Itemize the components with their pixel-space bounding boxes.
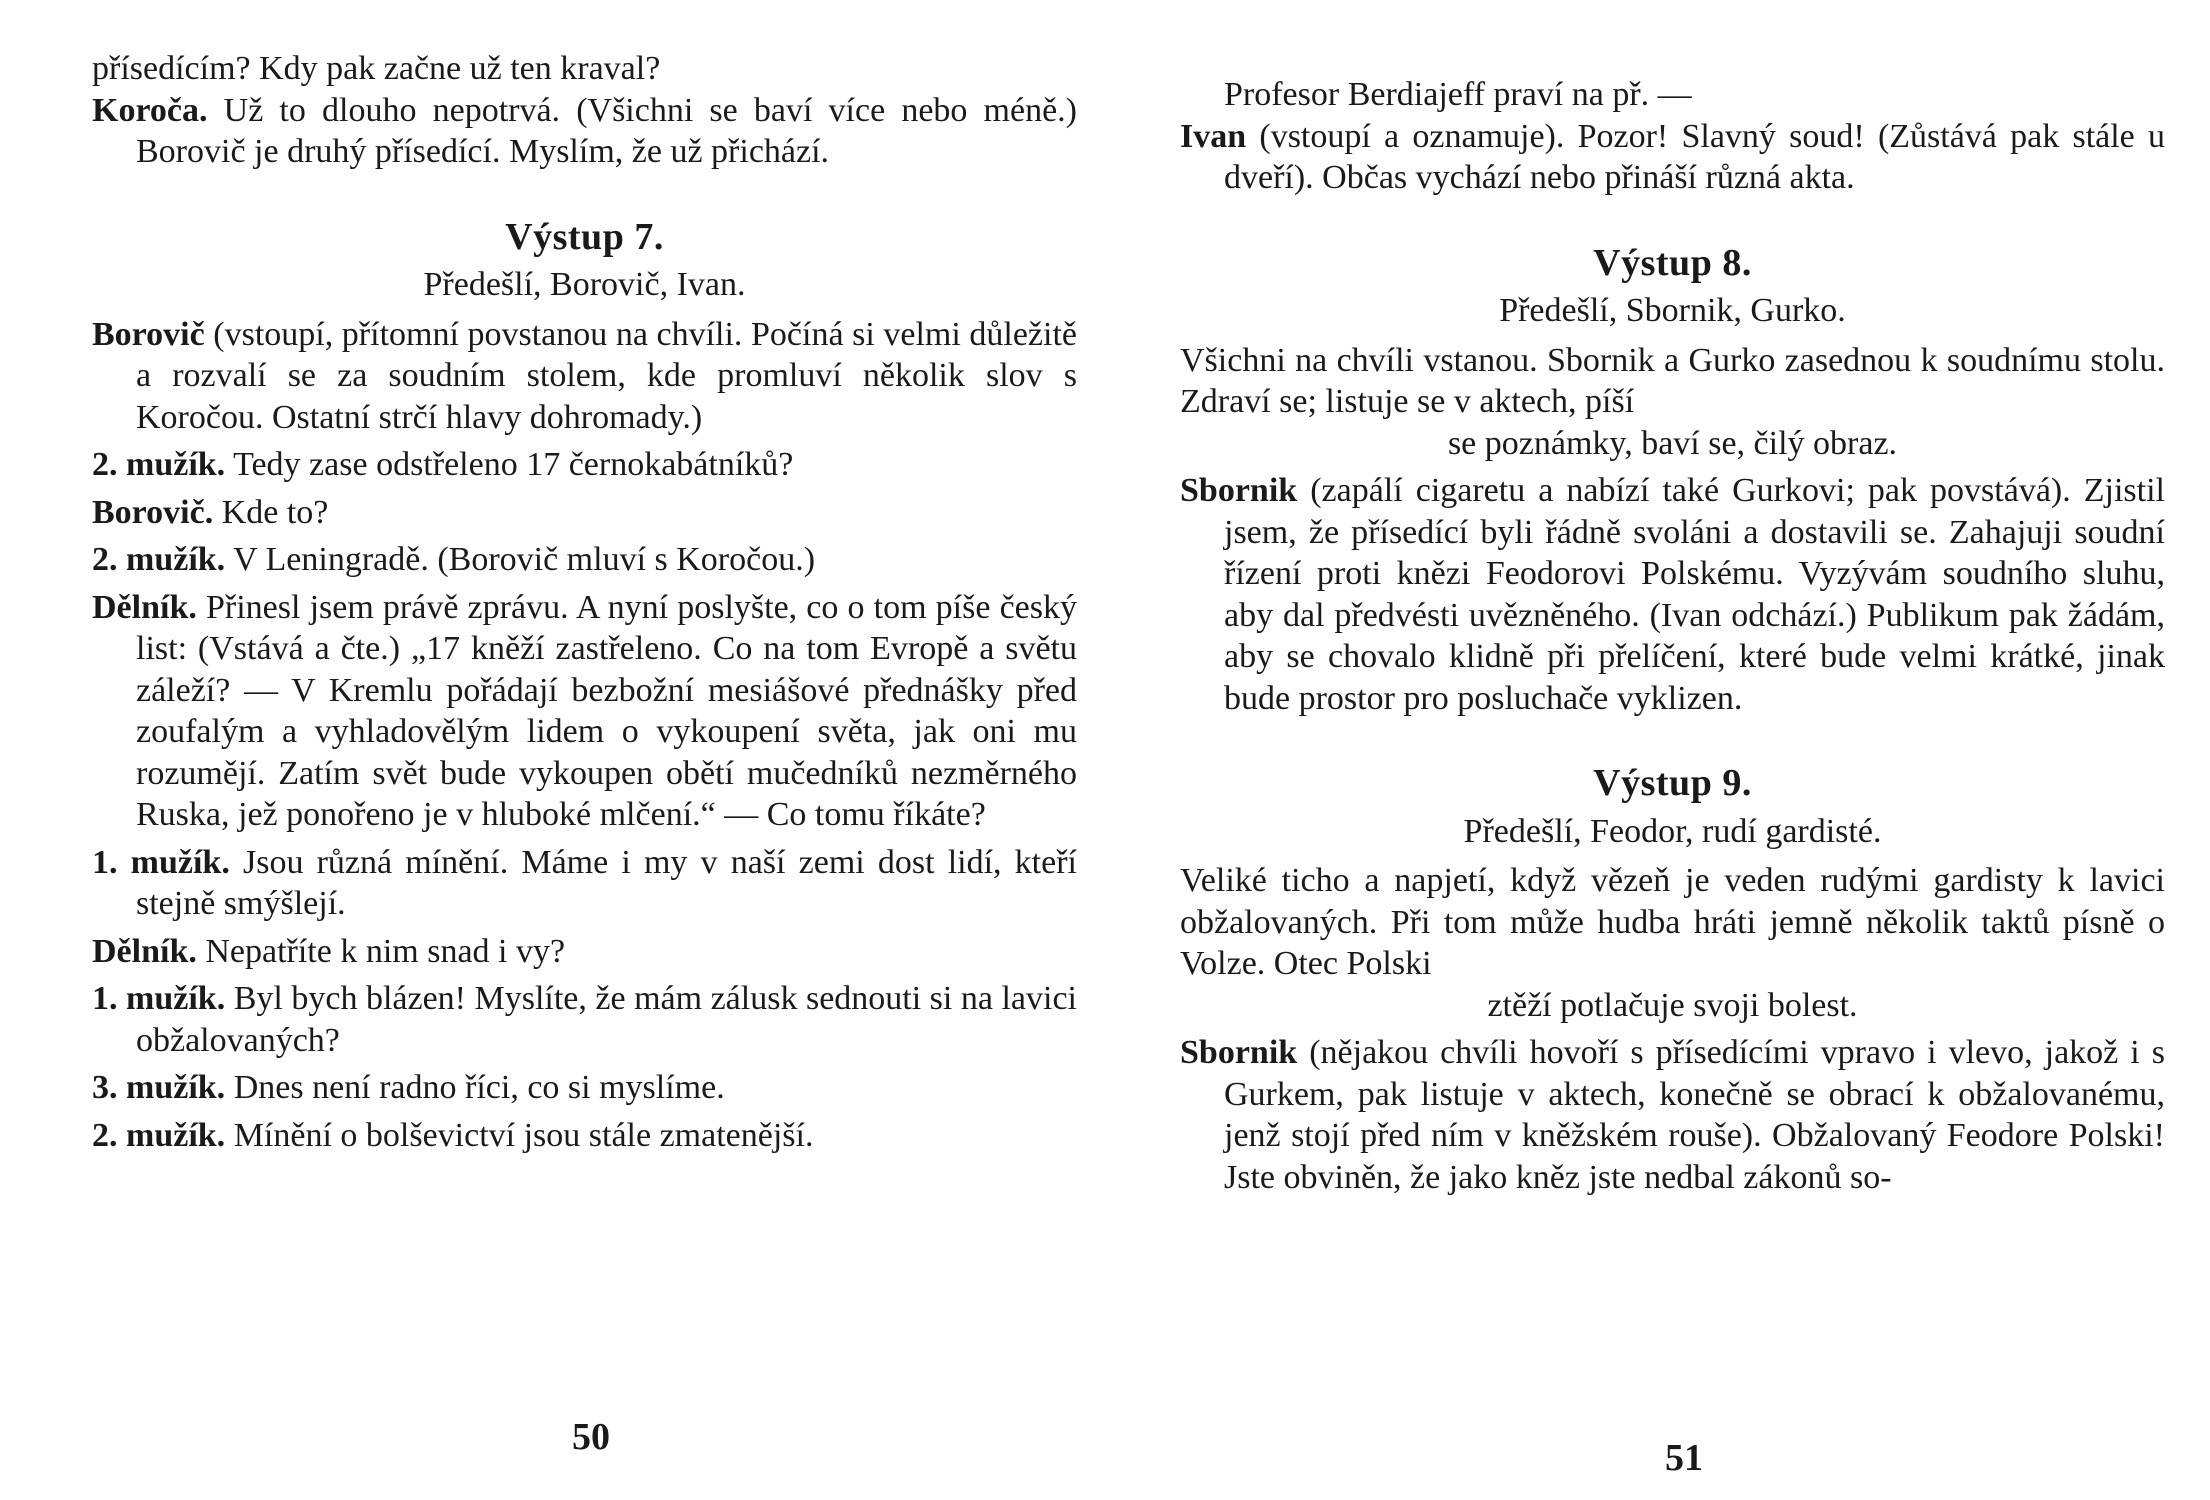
scene-cast-8: Předešlí, Sbornik, Gurko.: [1499, 292, 1846, 329]
speaker-name: 1. mužík.: [92, 980, 226, 1017]
scene-cast-7: Předešlí, Borovič, Ivan.: [423, 266, 746, 303]
speech-text: (zapálí cigaretu a nabízí také Gurkovi; pak povstává). Zjistil jsem, že přísedící byli řádně svoláni a dostavili se. Zahajuji soudní řízení proti knězi Feodorovi Polskému. Vyzývám soudního sluhu, aby dal předvésti uvězněného. (Ivan odchází.) Publikum pak žádám, aby se chovalo klidně při přelíčení, které bude velmi krátké, jinak bude prostor pro posluchače vyklizen.: [1224, 472, 2165, 717]
speech-text: Tedy zase odstřeleno 17 černokabátníků?: [225, 446, 794, 483]
speaker-name: 2. mužík.: [92, 446, 226, 483]
speaker-name: Sbornik: [1180, 1034, 1298, 1071]
speaker-name: 1. mužík.: [92, 843, 230, 881]
speech-text: (nějakou chvíli hovoří s přísedícími vpravo i vlevo, jakož i s Gurkem, pak listuje v aktech, konečně se obrací k obžalovanému, jenž stojí před ním v kněžském rouše). Obžalovaný Feodore Polski! Jste obviněn, že jako kněz jste nedbal zákonů so-: [1224, 1034, 2165, 1196]
right-lead-text: Profesor Berdiajeff praví na př. —: [1224, 76, 1692, 113]
speech-text: Kde to?: [213, 493, 329, 531]
speech-text: Už to dlouho nepotrvá. (Všichni se baví více nebo méně.) Borovič je druhý přísedící. Myslím, že už přichází.: [136, 91, 1077, 170]
speaker-name: 2. mužík.: [92, 1116, 226, 1154]
speech-text: Nepatříte k nim snad i vy?: [196, 932, 566, 970]
stage-direction-9: Veliké ticho a napjetí, když vězeň je veden rudými gardisty k lavici obžalovaných. Při tom může hudba hráti jemně několik taktů písně o Volze. Otec Polski: [1180, 862, 2165, 982]
speech-text: (vstoupí a oznamuje). Pozor! Slavný soud! (Zůstává pak stále u dveří). Občas vychází nebo přináší různá akta.: [1224, 117, 2165, 196]
speech-muzik3-1: [92, 1067, 1077, 1109]
scene-title-9: Výstup 9.: [1593, 762, 1752, 804]
speech-text: Dnes není radno říci, co si myslíme.: [225, 1069, 725, 1106]
left-lead-text: přísedícím? Kdy pak začne už ten kraval?: [92, 50, 661, 87]
speaker-name: Sbornik: [1180, 472, 1298, 509]
speaker-name: Dělník.: [92, 588, 197, 626]
speech-muzik1-1: [92, 842, 1077, 925]
page-number-right: 51: [1665, 1437, 1703, 1479]
speech-text: Přinesl jsem právě zprávu. A nyní poslyšte, co o tom píše český list: (Vstává a čte.) „17 kněží zastřeleno. Co na tom Evropě a světu záleží? — V Kremlu pořádají bezbožní mesiášové přednášky před zoufalým a vyhladovělým lidem o vykoupení světa, jak oni mu rozumějí. Zatím svět bude vykoupen obětí mučedníků nezměrného Ruska, jež ponořeno je v hluboké mlčení.“ — Co tomu říkáte?: [136, 588, 1077, 833]
scene-title-7: Výstup 7.: [505, 215, 664, 258]
speech-text: Jsou různá mínění. Máme i my v naší zemi dost lidí, kteří stejně smýšlejí.: [136, 843, 1077, 922]
stage-direction-9-end: ztěží potlačuje svoji bolest.: [1487, 986, 1858, 1024]
speaker-name: Ivan: [1180, 117, 1247, 155]
stage-direction-8-end: se poznámky, baví se, čilý obraz.: [1447, 424, 1898, 462]
speaker-name: 3. mužík.: [92, 1069, 226, 1106]
speech-text: Mínění o bolševictví jsou stále zmatenější.: [225, 1116, 814, 1154]
speaker-name: Borovič: [92, 315, 205, 353]
left-page-body: [92, 48, 1077, 1162]
speech-muzik1-2: [92, 978, 1077, 1061]
speech-borovic-2: [92, 492, 1077, 534]
speech-muzik2-2: [92, 539, 1077, 581]
speaker-name: Koroča.: [92, 91, 208, 129]
speech-sbornik-1: [1180, 470, 2165, 719]
speech-text: V Leningradě. (Borovič mluví s Koročou.): [225, 541, 816, 578]
speaker-name: Borovič.: [92, 493, 214, 531]
speech-delnik-1: [92, 587, 1077, 836]
speech-muzik2-3: [92, 1115, 1077, 1157]
right-page-body: [1180, 74, 2165, 1204]
speech-ivan: [1180, 116, 2165, 199]
speech-koroca: [92, 90, 1077, 173]
speech-borovic-1: [92, 314, 1077, 439]
speech-delnik-2: [92, 931, 1077, 973]
stage-direction-8: Všichni na chvíli vstanou. Sbornik a Gurko zasednou k soudnímu stolu. Zdraví se; listuje se v aktech, píší: [1180, 341, 2165, 420]
speech-muzik2-1: [92, 444, 1077, 486]
speech-sbornik-2: [1180, 1032, 2165, 1198]
speaker-name: 2. mužík.: [92, 541, 226, 578]
page-number-left: 50: [572, 1416, 610, 1458]
scene-title-8: Výstup 8.: [1593, 241, 1752, 284]
speech-text: Byl bych blázen! Myslíte, že mám zálusk sednouti si na lavici obžalovaných?: [136, 980, 1077, 1059]
speaker-name: Dělník.: [92, 932, 197, 970]
speech-text: (vstoupí, přítomní povstanou na chvíli. Počíná si velmi důležitě a rozvalí se za soudním stolem, kde promluví několik slov s Koročou. Ostatní strčí hlavy dohromady.): [136, 315, 1077, 436]
scene-cast-9: Předešlí, Feodor, rudí gardisté.: [1463, 812, 1882, 850]
